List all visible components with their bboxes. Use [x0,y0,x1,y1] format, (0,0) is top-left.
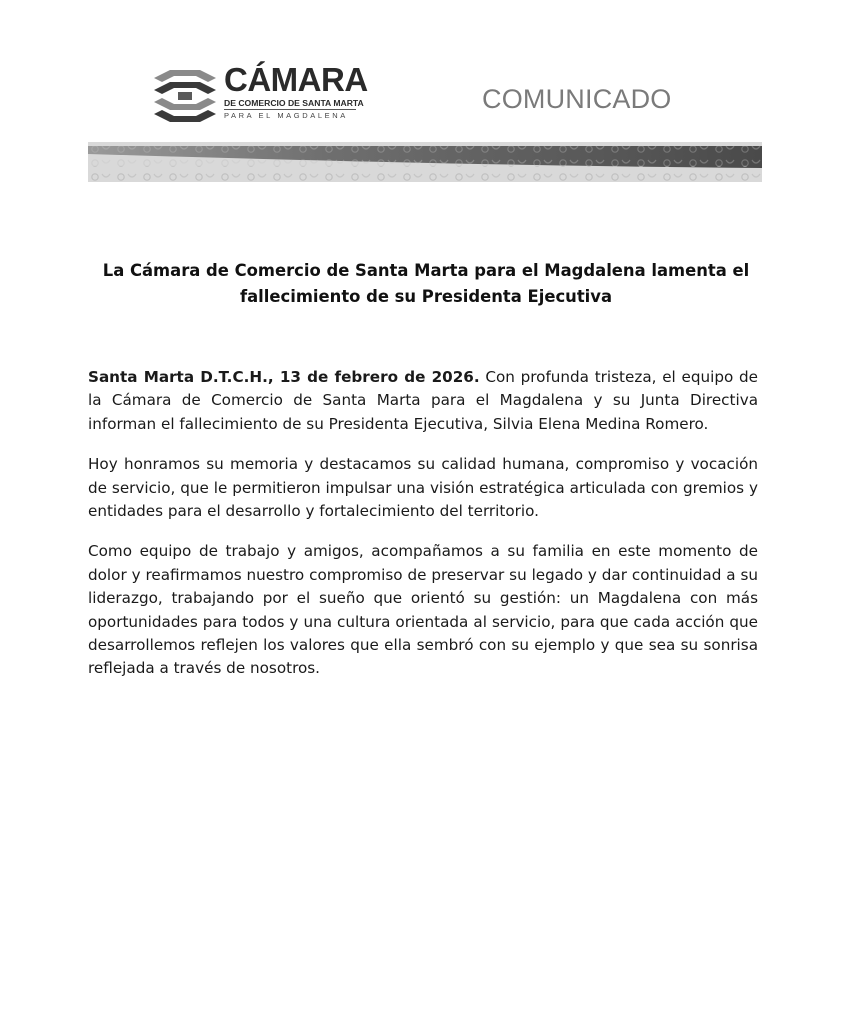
paragraph-1-text: Con profunda tristeza, el equipo de la Cámara de Comercio de Santa Marta para el Magdalena y su Junta Directiva informan el fallecimiento de su Presidenta Ejecutiva, Silvia Elena Medina Romero. [88,368,758,433]
logo-divider [224,109,356,110]
paragraph-2: Hoy honramos su memoria y destacamos su calidad humana, compromiso y vocación de servicio, que le permitieron impulsar una visión estratégica articulada con gremios y entidades para el desarrollo y fortalecimiento del territorio. [88,455,758,521]
headline [88,258,764,310]
paragraph-1 [88,366,758,436]
camara-logo-mark-icon [152,68,218,126]
document-type-label: COMUNICADO [482,84,672,114]
headline-line-1: La Cámara de Comercio de Santa Marta para el Magdalena lamenta el [102,261,750,280]
decorative-banner [88,142,762,182]
camara-logo [152,61,368,130]
logo-tagline: PARA EL MAGDALENA [224,111,348,120]
logo-title: CÁMARA [224,61,368,98]
paragraph-3: Como equipo de trabajo y amigos, acompañamos a su familia en este momento de dolor y reafirmamos nuestro compromiso de preservar su legado y dar continuidad a su liderazgo, trabajando por el sueño que orientó su gestión: un Magdalena con más oportunidades para todos y una cultura orientada al servicio, para que cada acción que desarrollemos reflejen los valores que ella sembró con su ejemplo y que sea su sonrisa reflejada a través de nosotros. [88,542,758,678]
headline-line-2: fallecimiento de su Presidenta Ejecutiva [239,287,613,306]
body-text [88,366,758,698]
dateline: Santa Marta D.T.C.H., 13 de febrero de 2026. [88,368,480,386]
logo-subtitle: DE COMERCIO DE SANTA MARTA [224,98,364,108]
